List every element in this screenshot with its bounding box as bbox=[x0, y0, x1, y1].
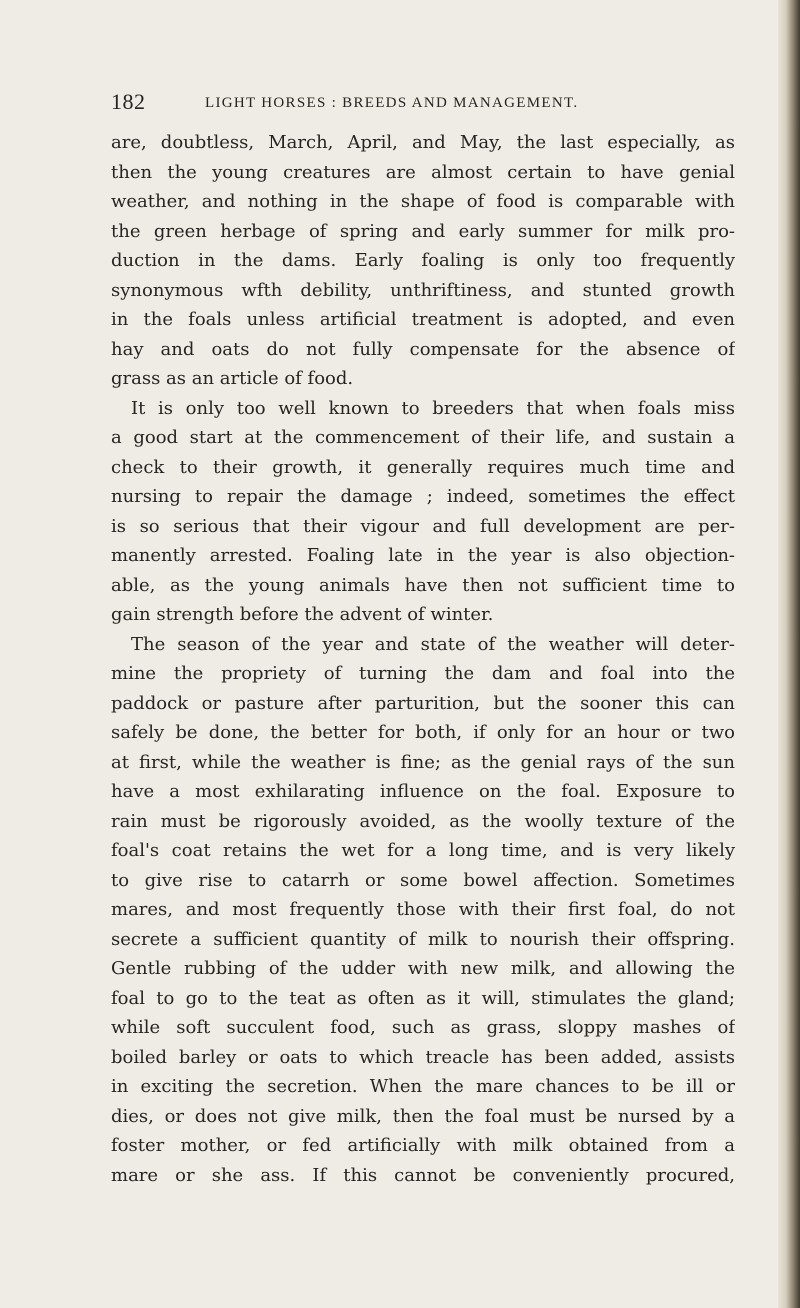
text-line: foal's coat retains the wet for a long time, and is very likely bbox=[111, 840, 735, 861]
page-number: 182 bbox=[111, 89, 146, 114]
text-line: while soft succulent food, such as grass, sloppy mashes of bbox=[111, 1017, 735, 1038]
paragraph-start-line: It is only too well known to breeders that when foals miss bbox=[131, 397, 735, 419]
text-line: Gentle rubbing of the udder with new milk, and allowing the bbox=[111, 958, 735, 979]
text-line: boiled barley or oats to which treacle has been added, assists bbox=[111, 1046, 735, 1068]
text-line: dies, or does not give milk, then the foal must be nursed by a bbox=[111, 1105, 735, 1127]
text-line: safely be done, the better for both, if only for an hour or two bbox=[111, 722, 735, 743]
text-line: nursing to repair the damage ; indeed, sometimes the effect bbox=[111, 486, 735, 507]
text-line: synonymous wfth debility, unthriftiness, and stunted growth bbox=[111, 279, 735, 301]
page-header bbox=[111, 90, 721, 118]
text-line: mare or she ass. If this cannot be conveniently procured, bbox=[111, 1164, 735, 1186]
text-line: at first, while the weather is fine; as the genial rays of the sun bbox=[111, 751, 735, 773]
text-line: check to their growth, it generally requires much time and bbox=[111, 456, 735, 478]
paragraph-start-line: The season of the year and state of the weather will deter- bbox=[131, 633, 735, 655]
text-line: in the foals unless artificial treatment is adopted, and even bbox=[111, 309, 735, 330]
paragraph-end-line: grass as an article of food. bbox=[111, 368, 354, 389]
text-line: secrete a sufficient quantity of milk to nourish their offspring. bbox=[111, 928, 735, 950]
text-line: are, doubtless, March, April, and May, the last especially, as bbox=[111, 132, 735, 153]
text-line: manently arrested. Foaling late in the year is also objection- bbox=[111, 545, 735, 566]
paragraph-end-line: gain strength before the advent of winter. bbox=[111, 604, 494, 625]
text-line: able, as the young animals have then not sufficient time to bbox=[111, 574, 735, 596]
text-line: have a most exhilarating influence on the foal. Exposure to bbox=[111, 781, 735, 802]
text-line: the green herbage of spring and early summer for milk pro- bbox=[111, 220, 735, 242]
text-line: a good start at the commencement of their life, and sustain a bbox=[111, 427, 735, 448]
text-line: paddock or pasture after parturition, but the sooner this can bbox=[111, 692, 735, 714]
text-line: hay and oats do not fully compensate for the absence of bbox=[111, 338, 735, 360]
text-line: weather, and nothing in the shape of food is comparable with bbox=[111, 191, 735, 212]
text-line: then the young creatures are almost certain to have genial bbox=[111, 161, 735, 183]
text-line: in exciting the secretion. When the mare chances to be ill or bbox=[111, 1076, 735, 1097]
text-line: mares, and most frequently those with their first foal, do not bbox=[111, 899, 735, 920]
body-text bbox=[111, 128, 735, 1190]
running-head: LIGHT HORSES : BREEDS AND MANAGEMENT. bbox=[205, 95, 579, 111]
text-line: to give rise to catarrh or some bowel affection. Sometimes bbox=[111, 869, 735, 891]
text-line: foster mother, or fed artificially with milk obtained from a bbox=[111, 1135, 735, 1156]
text-line: rain must be rigorously avoided, as the woolly texture of the bbox=[111, 810, 735, 832]
text-line: mine the propriety of turning the dam and foal into the bbox=[111, 663, 735, 684]
text-line: is so serious that their vigour and full development are per- bbox=[111, 515, 735, 537]
text-line: duction in the dams. Early foaling is only too frequently bbox=[111, 250, 735, 271]
text-line: foal to go to the teat as often as it will, stimulates the gland; bbox=[111, 987, 735, 1009]
page-edge-shadow bbox=[778, 0, 800, 1308]
